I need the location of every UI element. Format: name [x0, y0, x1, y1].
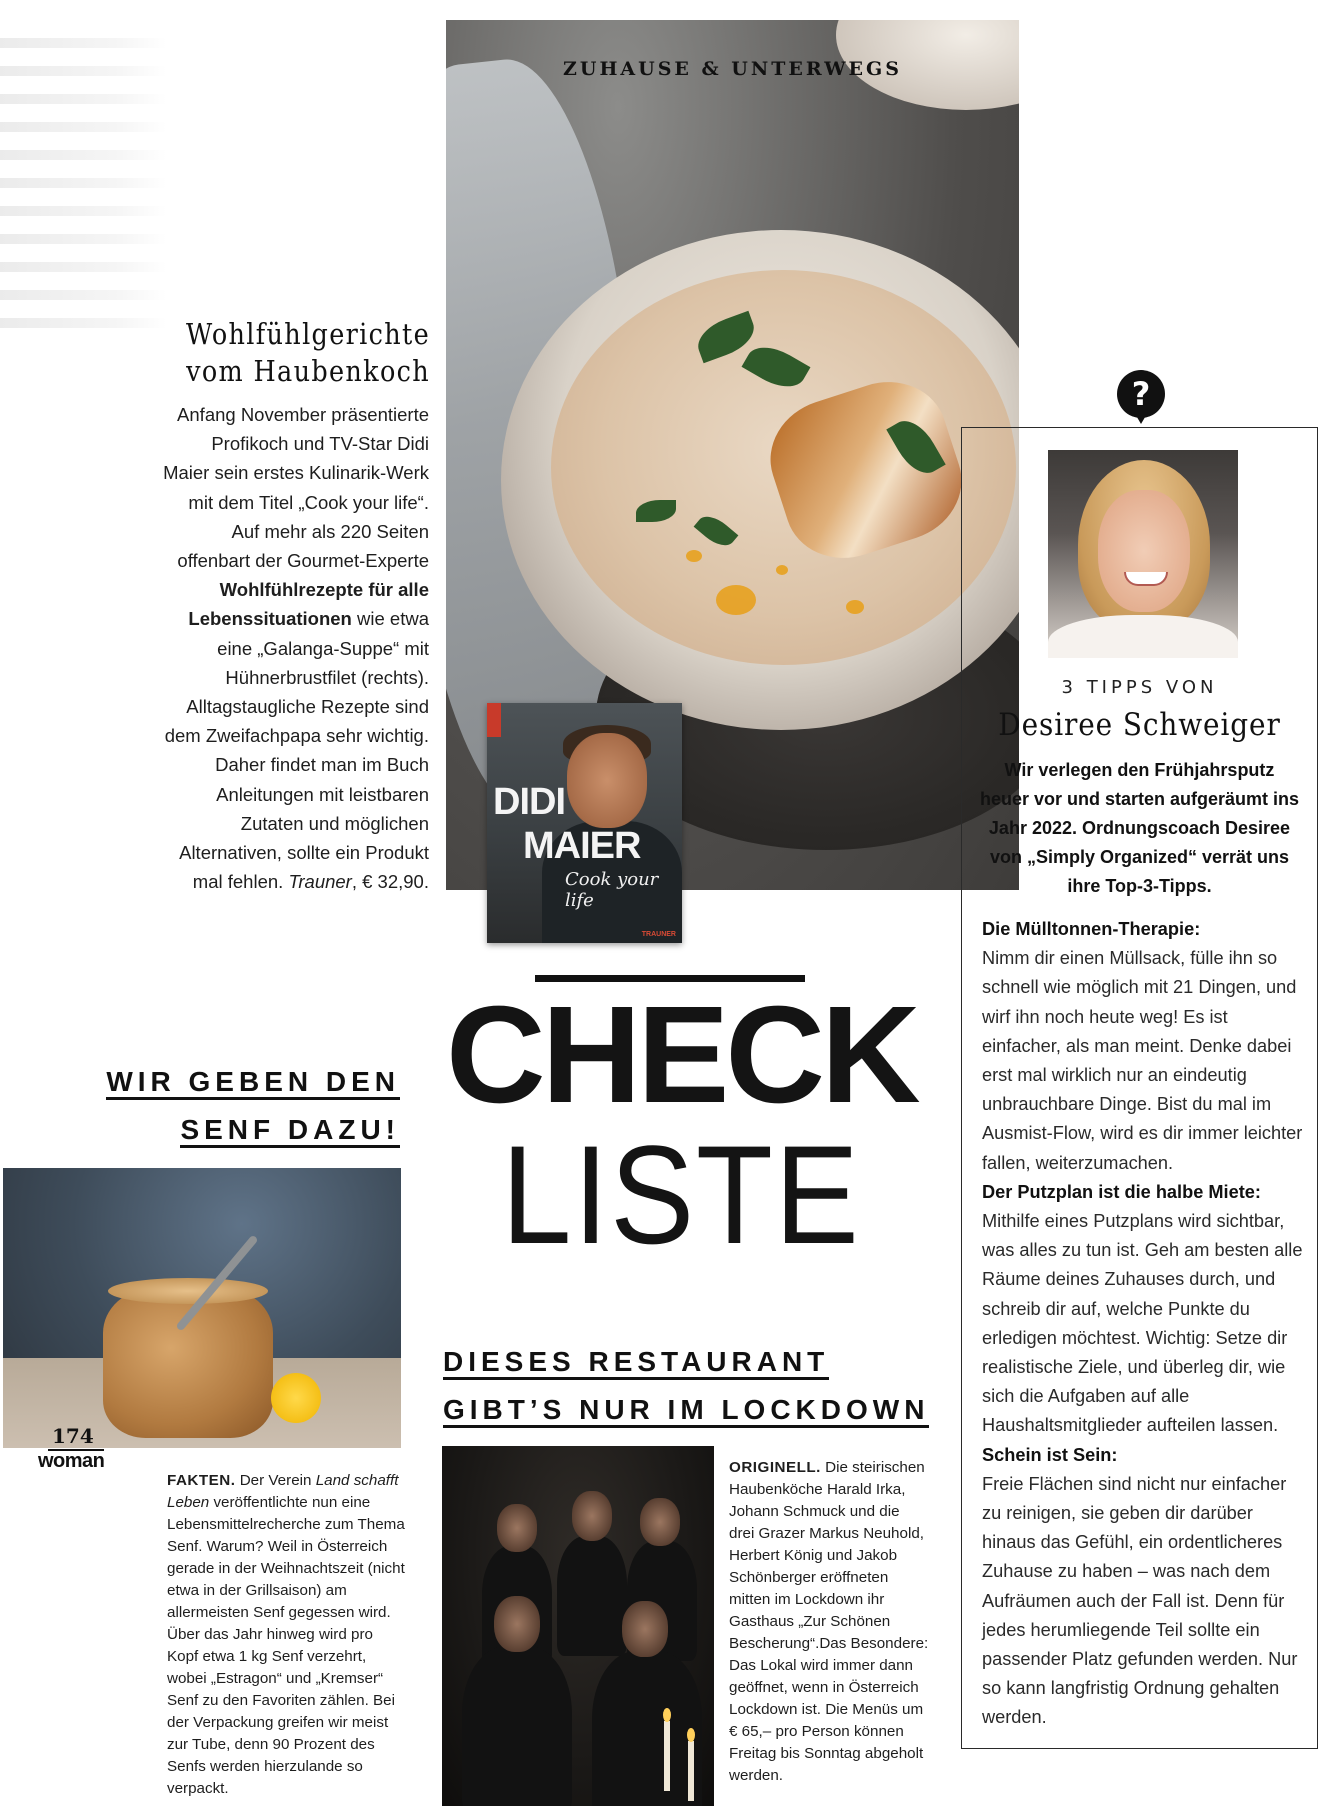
book-title-line1: DIDI: [493, 781, 565, 823]
tip-heading: Der Putzplan ist die halbe Miete:: [982, 1181, 1261, 1202]
tip-text: Nimm dir einen Müllsack, fülle ihn so schnell wie möglich mit 21 Dingen, und wirf ihn noch heute weg! Es ist einfacher, als man meint. Denke dabei erst mal wirklich nur an eindeutig unbrauchbare Dinge. Bist du mal im Ausmist-Flow, wird es dir immer leichter fallen, weiterzumachen.: [982, 948, 1303, 1173]
previous-page-bleed: [0, 20, 175, 390]
tips-intro: Wir verlegen den Frühjahrsputz heuer vor und starten aufgeräumt ins Jahr 2022. Ordnungscoach Desiree von „Simply Organized“ verrät uns ihre Top-3-Tipps.: [979, 760, 1300, 896]
mustard-jar-photo: [3, 1168, 401, 1448]
chefs-photo: [442, 1446, 714, 1806]
question-bubble-tail: [1134, 412, 1148, 424]
checklist-title-line1: CHECK: [446, 978, 917, 1132]
restaurant-headline-line2: GIBT’S NUR IM LOCKDOWN: [443, 1394, 929, 1428]
checklist-title-line2: LISTE: [501, 1116, 861, 1273]
restaurant-headline-line1: DIESES RESTAURANT: [443, 1346, 829, 1380]
tip-text: Mithilfe eines Putzplans wird sichtbar, was alles zu tun ist. Geh am besten alle Räume deines Zuhauses durch, und schreib dir auf, welche Punkte du erledigen möchtest. Wichtig: Setze dir realistische Ziele, und überleg dir, wie sich die Aufgaben auf alle Haushaltsmitglieder aufteilen lassen.: [982, 1211, 1303, 1436]
book-subtitle: Cook your life: [565, 869, 659, 911]
section-kicker: ZUHAUSE & UNTERWEGS: [563, 58, 902, 80]
senf-org: Land schafft Leben: [167, 1472, 399, 1511]
body-highlight: Wohlfühlrezepte für alle Lebenssituationen: [188, 579, 429, 630]
restaurant-text: Die steirischen Haubenköche Harald Irka, Johann Schmuck und die drei Grazer Markus Neuhold, Herbert König und Jakob Schönberger eröffneten mitten im Lockdown ihr Gasthaus „Zur Schönen Bescherung“.Das Besondere: Das Lokal wird immer dann geöffnet, wenn in Österreich Lockdown ist. Die Menüs um € 65,– pro Person können Freitag bis Sonntag abgeholt werden.: [729, 1459, 929, 1784]
headline-line1: Wohlfühlgerichte: [186, 317, 430, 351]
body-text-b: wie etwa eine „Galanga-Suppe“ mit Hühnerbrustfilet (rechts). Alltagstaugliche Rezepte sind dem Zweifachpapa sehr wichtig. Daher findet man im Buch Anleitungen mit leistbaren Zutaten und möglichen Alternativen, sollte ein Produkt mal fehlen.: [164, 608, 429, 893]
senf-text-a: Der Verein: [235, 1472, 316, 1489]
publisher-name: Trauner: [288, 871, 352, 893]
tip-text: Freie Flächen sind nicht nur einfacher zu reinigen, sie geben dir darüber hinaus das Gefühl, ein ordentlicheres Zuhause zu haben – was nach dem Aufräumen auch der Fall ist. Denn für jedes herumliegende Teil sollte ein passender Platz gefunden werden. Nur so kann langfristig Ordnung gehalten werden.: [982, 1473, 1298, 1728]
body-text-a: Anfang November präsentierte Profikoch und TV-Star Didi Maier sein erstes Kulinarik-Werk mit dem Titel „Cook your life“. Auf mehr als 220 Seiten offenbart der Gourmet-Experte: [163, 404, 429, 572]
restaurant-body: [729, 1457, 929, 1787]
senf-headline-line1: WIR GEBEN DEN: [106, 1066, 400, 1100]
senf-body: [167, 1470, 407, 1800]
senf-text-b: veröffentlichte nun eine Lebensmittelrecherche zum Thema Senf. Warum? Weil in Österreich gerade in der Weihnachtszeit (nicht etwa in der Grillsaison) am allermeisten Senf gegessen wird. Über das Jahr hinweg wird pro Kopf etwa 1 kg Senf verzehrt, wobei „Estragon“ und „Kremser“ Senf zu den Favoriten zählen. Bei der Verpackung greifen wir meist zur Tube, denn 90 Prozent des Senfs werden hierzulande so verpackt.: [167, 1494, 405, 1797]
tips-author-name: Desiree Schweiger: [998, 707, 1281, 743]
book-feature-headline: [184, 316, 430, 390]
page-number: 174: [52, 1424, 94, 1448]
book-feature-body: [160, 400, 429, 896]
headline-line2: vom Haubenkoch: [186, 354, 430, 388]
book-price: , € 32,90.: [351, 871, 429, 893]
question-bubble-icon: ?: [1117, 370, 1165, 418]
senf-lead: FAKTEN.: [167, 1472, 236, 1489]
senf-headline-line2: SENF DAZU!: [180, 1114, 400, 1148]
tip-heading: Die Mülltonnen-Therapie:: [982, 919, 1201, 939]
restaurant-lead: ORIGINELL.: [729, 1459, 821, 1476]
portrait-photo: [1048, 450, 1238, 658]
tip-heading: Schein ist Sein:: [982, 1444, 1118, 1465]
book-cover: [487, 703, 682, 943]
book-title-line2: MAIER: [523, 825, 641, 867]
tips-list: [982, 915, 1305, 1733]
magazine-brand: woman: [38, 1450, 105, 1472]
brand-tab-icon: [487, 703, 501, 737]
book-publisher-logo: TRAUNER: [641, 931, 676, 938]
senf-headline: [100, 1058, 400, 1154]
restaurant-headline: [443, 1338, 943, 1434]
tips-kicker: 3 TIPPS VON: [1061, 677, 1218, 698]
